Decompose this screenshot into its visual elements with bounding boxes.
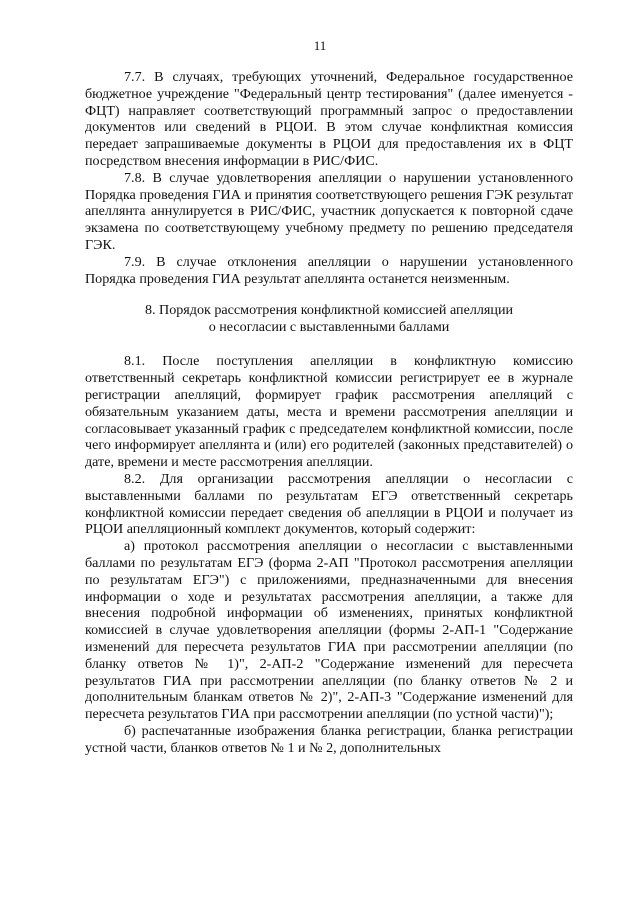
section-heading-line-2: о несогласии с выставленными баллами [208, 318, 450, 335]
document-body [85, 69, 573, 756]
section-heading-line-1: 8. Порядок рассмотрения конфликтной комиссией апелляции [144, 302, 514, 319]
paragraph-7-8: 7.8. В случае удовлетворения апелляции о нарушении установленного Порядка проведения ГИА и принятия соответствующего решения ГЭК результат апеллянта аннулируется в РИС/ФИС, участник допускается к повторной сдаче экзамена по соответствующему учебному предмету по решению председателя ГЭК. [85, 169, 573, 253]
paragraph-item-a: а) протокол рассмотрения апелляции о несогласии с выставленными баллами по результатам ЕГЭ (форма 2-АП "Протокол рассмотрения апелляции по результатам ЕГЭ") с приложениями, предназначенными для внесения информации о ходе и результатах рассмотрения апелляции, а также для внесения подробной информации об изменениях, принятых конфликтной комиссией в случае удовлетворения апелляции (формы 2-АП-1 "Содержание изменений для пересчета результатов ГИА при рассмотрении апелляции (по бланку ответов № 1)", 2-АП-2 "Содержание изменений для пересчета результатов ГИА при рассмотрении апелляции (по бланку ответов № 2 и дополнительным бланкам ответов № 2)", 2-АП-3 "Содержание изменений для пересчета результатов ГИА при рассмотрении апелляции (по устной части)"); [85, 538, 573, 723]
page-number: 11 [313, 38, 327, 53]
paragraph-7-9: 7.9. В случае отклонения апелляции о нарушении установленного Порядка проведения ГИА результат апеллянта останется неизменным. [85, 253, 573, 287]
paragraph-item-b: б) распечатанные изображения бланка регистрации, бланка регистрации устной части, бланков ответов № 1 и № 2, дополнительных [85, 722, 573, 756]
paragraph-8-2: 8.2. Для организации рассмотрения апелляции о несогласии с выставленными баллами по результатам ЕГЭ ответственный секретарь конфликтной комиссии передает сведения об апелляции в РЦОИ и получает из РЦОИ апелляционный комплект документов, который содержит: [85, 470, 573, 538]
section-heading [85, 302, 573, 335]
paragraph-8-1: 8.1. После поступления апелляции в конфликтную комиссию ответственный секретарь конфликтной комиссии регистрирует ее в журнале регистрации апелляций, формирует график рассмотрения апелляций с обязательным указанием даты, места и времени рассмотрения апелляции и согласовывает указанный график с председателем конфликтной комиссии, после чего информирует апеллянта и (или) его родителей (законных представителей) о дате, времени и месте рассмотрения апелляции. [85, 353, 573, 471]
paragraph-7-7: 7.7. В случаях, требующих уточнений, Федеральное государственное бюджетное учреждение "Федеральный центр тестирования" (далее именуется - ФЦТ) направляет соответствующий программный запрос о предоставлении документов или сведений в РЦОИ. В этом случае конфликтная комиссия передает запрашиваемые документы в РЦОИ для предоставления их в ФЦТ посредством внесения информации в РИС/ФИС. [85, 69, 573, 169]
